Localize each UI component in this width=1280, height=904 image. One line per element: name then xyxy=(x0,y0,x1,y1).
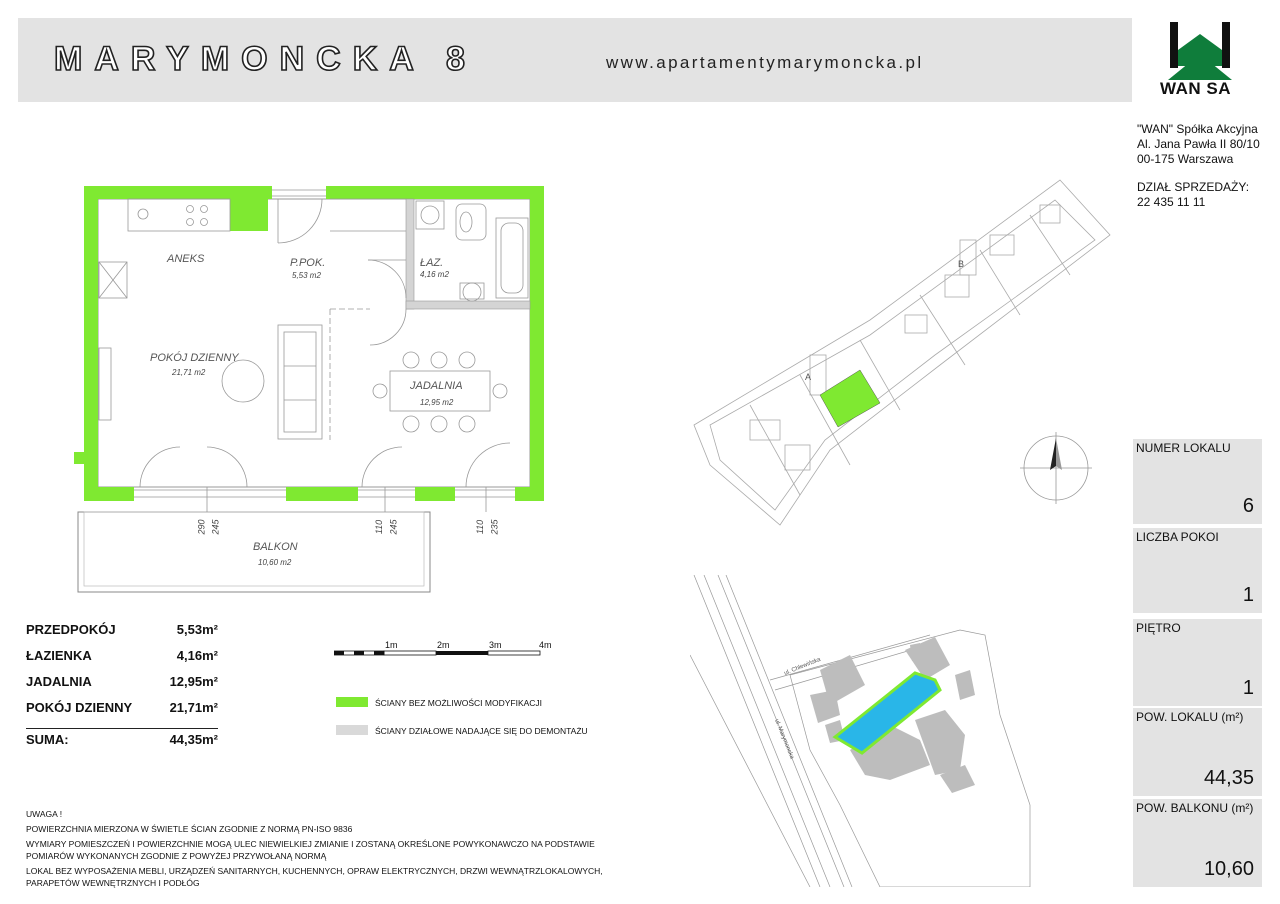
street-marymoncka-label: ul. Marymoncka xyxy=(773,718,795,761)
scale-4m: 4m xyxy=(539,640,552,650)
room-pokoj-label: POKÓJ DZIENNY xyxy=(150,352,239,364)
numer-lokalu-label: NUMER LOKALU xyxy=(1136,441,1231,455)
pow-balkonu-label: POW. BALKONU (m²) xyxy=(1136,801,1254,815)
panel-liczba-pokoi xyxy=(1133,528,1262,613)
pow-lokalu-value: 44,35 xyxy=(1203,767,1254,789)
legend-grey-swatch xyxy=(336,725,368,735)
sales-label: DZIAŁ SPRZEDAŻY: xyxy=(1137,180,1250,194)
note-line: POMIARÓW WYKONANYCH ZGODNIE Z POWYŻEJ PRZYWOŁANĄ NORMĄ xyxy=(26,851,327,861)
liczba-pokoi-label: LICZBA POKOI xyxy=(1136,530,1219,544)
dim-1a: 290 xyxy=(196,519,207,535)
scale-3m: 3m xyxy=(489,640,502,650)
note-line: PARAPETÓW WEWNĘTRZNYCH I PODŁÓG xyxy=(26,878,200,888)
area-value: 4,16m² xyxy=(176,648,218,663)
area-row xyxy=(26,674,218,700)
pietro-value: 1 xyxy=(1242,677,1254,699)
area-table xyxy=(26,622,218,758)
area-value: 5,53m² xyxy=(176,622,218,637)
site-plan xyxy=(690,575,1035,887)
area-name: ŁAZIENKA xyxy=(26,648,92,663)
street-chlewinska-label: ul. Chlewińska xyxy=(783,656,822,677)
area-name: POKÓJ DZIENNY xyxy=(26,700,133,715)
scale-2m: 2m xyxy=(437,640,450,650)
note-title: UWAGA ! xyxy=(26,809,63,819)
notes xyxy=(26,808,646,892)
pietro-label: PIĘTRO xyxy=(1136,621,1181,635)
note-line: LOKAL BEZ WYPOSAŻENIA MEBLI, URZĄDZEŃ SANITARNYCH, KUCHENNYCH, OPRAW ELEKTRYCZNYCH, DRZWI WEWNĄTRZLOKALOWYCH, xyxy=(26,866,603,876)
room-jadalnia-area: 12,95 m2 xyxy=(420,398,454,407)
sum-name: SUMA: xyxy=(26,732,69,747)
panel-numer-lokalu xyxy=(1133,439,1262,524)
legend-green-swatch xyxy=(336,697,368,707)
sales-phone[interactable]: 22 435 11 11 xyxy=(1137,195,1206,209)
floor-plan xyxy=(0,0,560,600)
area-row xyxy=(26,700,218,726)
room-przedpokoj-area: 5,53 m2 xyxy=(292,271,321,280)
project-title: MARYMONCKA 8 xyxy=(54,40,477,78)
note-line: WYMIARY POMIESZCZEŃ I POWIERZCHNIE MOGĄ ULEC NIEWIELKIEJ ZMIANIE I ZOSTANĄ OKREŚLONE POWYKONAWCZO NA PODSTAWIE xyxy=(26,839,595,849)
stair-a-label: A xyxy=(805,372,812,382)
north-arrow-icon xyxy=(1018,430,1094,506)
room-pokoj-area: 21,71 m2 xyxy=(172,368,206,377)
room-lazienka-area: 4,16 m2 xyxy=(420,270,449,279)
logo-text: WAN SA xyxy=(1160,79,1231,98)
room-balkon-label: BALKON xyxy=(253,541,298,553)
dim-3a: 110 xyxy=(475,519,486,535)
panel-pietro xyxy=(1133,619,1262,706)
sum-value: 44,35m² xyxy=(169,732,218,747)
legend-green-label: ŚCIANY BEZ MOŻLIWOŚCI MODYFIKACJI xyxy=(375,698,543,708)
room-lazienka-label: ŁAZ. xyxy=(420,257,444,269)
sales-contact xyxy=(1137,180,1249,210)
pow-balkonu-value: 10,60 xyxy=(1203,858,1254,880)
dim-2b: 245 xyxy=(388,519,399,535)
legend-grey-label: ŚCIANY DZIAŁOWE NADAJĄCE SIĘ DO DEMONTAŻU xyxy=(375,726,588,736)
company-street: Al. Jana Pawła II 80/10 xyxy=(1137,137,1260,151)
area-value: 12,95m² xyxy=(169,674,218,689)
room-jadalnia-label: JADALNIA xyxy=(410,380,463,392)
stair-b-label: B xyxy=(958,259,965,269)
room-balkon-area: 10,60 m2 xyxy=(258,558,292,567)
room-przedpokoj-label: P.POK. xyxy=(290,257,326,269)
dim-1b: 245 xyxy=(210,519,221,535)
room-aneks-label: ANEKS xyxy=(167,253,205,265)
area-name: PRZEDPOKÓJ xyxy=(26,622,116,637)
liczba-pokoi-value: 1 xyxy=(1242,584,1254,606)
area-row xyxy=(26,648,218,674)
panel-pow-balkonu xyxy=(1133,799,1262,887)
pow-lokalu-label: POW. LOKALU (m²) xyxy=(1136,710,1244,724)
company-name: "WAN" Spółka Akcyjna xyxy=(1137,122,1258,136)
area-name: JADALNIA xyxy=(26,674,92,689)
area-sum-row xyxy=(26,732,218,758)
note-line: POWIERZCHNIA MIERZONA W ŚWIETLE ŚCIAN ZGODNIE Z NORMĄ PN-ISO 9836 xyxy=(26,824,353,834)
company-address xyxy=(1137,122,1260,167)
area-value: 21,71m² xyxy=(169,700,218,715)
scale-1m: 1m xyxy=(385,640,398,650)
website-link[interactable]: www.apartamentymarymoncka.pl xyxy=(606,53,924,72)
panel-pow-lokalu xyxy=(1133,708,1262,796)
area-row xyxy=(26,622,218,648)
dim-3b: 235 xyxy=(489,519,500,535)
dim-2a: 110 xyxy=(374,519,385,535)
numer-lokalu-value: 6 xyxy=(1242,495,1254,517)
sum-divider xyxy=(26,728,218,729)
company-city: 00-175 Warszawa xyxy=(1137,152,1234,166)
